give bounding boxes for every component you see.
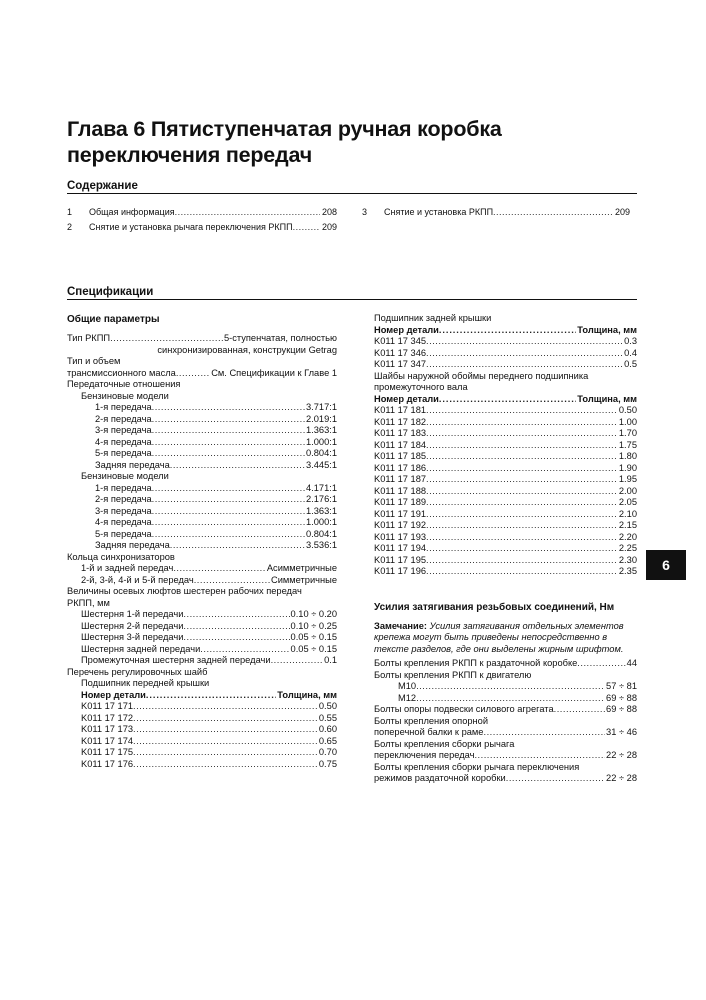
part-number: K011 17 192: [374, 520, 427, 530]
ratio-label: 5-я передача: [95, 528, 152, 539]
contents-rule: [67, 193, 637, 194]
rear-cover-heading: Подшипник задней крышки: [374, 313, 492, 323]
leader: [110, 333, 223, 345]
thickness-value: 2.25: [618, 543, 637, 553]
toc-item[interactable]: [362, 205, 630, 220]
leader: [183, 621, 289, 633]
petrol-heading: Бензиновые модели: [81, 471, 169, 481]
thickness-header: Толщина, мм: [277, 689, 337, 700]
torque-label: Болты крепления сборки рычага переключения: [374, 761, 580, 772]
ratio-value: 2.176:1: [305, 494, 337, 504]
torque-value: 31 ÷ 46: [606, 727, 637, 737]
thickness-value: 2.20: [618, 531, 637, 542]
thickness-value: 0.75: [318, 758, 337, 769]
toc-leader: [493, 205, 613, 220]
table-row: [374, 509, 637, 521]
ratio-value: 1.000:1: [305, 436, 337, 447]
ratio-value: 0.804:1: [305, 448, 337, 458]
note-label: Замечание:: [374, 620, 427, 631]
ratio-value: 3.445:1: [305, 459, 337, 470]
sync-value: Асимметричные: [266, 563, 337, 573]
table-row: [374, 405, 637, 417]
specs-right-column: [374, 313, 637, 785]
spec-value: 5-ступенчатая, полностью: [223, 333, 337, 343]
thickness-value: 1.95: [618, 474, 637, 484]
ratio-row: [67, 517, 337, 529]
ratio-label: 4-я передача: [95, 436, 152, 447]
ratio-label: 3-я передача: [95, 505, 152, 516]
sync-label: 1-й и задней передач: [81, 563, 174, 573]
toc-label: Общая информация: [89, 207, 175, 217]
part-number: K011 17 174: [81, 735, 134, 746]
toc-column-left: [67, 205, 337, 235]
play-value: 0.05 ÷ 0.15: [290, 643, 337, 654]
ratio-value: 1.363:1: [305, 505, 337, 516]
leader: [426, 451, 618, 463]
part-number: K011 17 345: [374, 336, 427, 346]
ratio-label: Задняя передача: [95, 540, 170, 550]
torque-value: 57 ÷ 81: [606, 681, 637, 691]
thickness-value: 0.65: [318, 735, 337, 746]
table-header: [374, 394, 637, 406]
spec-label: Тип РКПП: [67, 333, 111, 343]
leader: [426, 405, 618, 417]
table-row: [374, 543, 637, 555]
general-heading: Общие параметры: [67, 314, 160, 325]
leader: [170, 460, 305, 472]
toc-page: 209: [614, 207, 630, 217]
table-row: [374, 520, 637, 532]
ratio-value: 2.019:1: [305, 413, 337, 424]
note-text: Усилия затягивания отдельных элементов крепежа могут быть приведены непосредственно в тексте разделов, где они выделены жирным шрифтом.: [374, 620, 624, 654]
leader: [426, 543, 618, 555]
front-cover-heading: Подшипник передней крышки: [81, 678, 210, 688]
leader: [474, 750, 605, 762]
part-no-header: Номер детали: [81, 689, 146, 700]
thickness-value: 2.30: [618, 554, 637, 565]
torque-value: 22 ÷ 28: [606, 750, 637, 760]
leader: [133, 701, 318, 713]
thickness-value: 1.80: [618, 451, 637, 461]
play-label: Шестерня 2-й передачи: [81, 620, 184, 631]
leader: [426, 486, 618, 498]
torque-value: 22 ÷ 28: [606, 773, 637, 783]
leader: [426, 497, 618, 509]
leader: [426, 520, 618, 532]
table-row: [374, 417, 637, 429]
table-row: [374, 336, 637, 348]
leader: [194, 575, 270, 587]
play-label: Шестерня 1-й передачи: [81, 609, 184, 619]
ratio-value: 3.717:1: [305, 402, 337, 412]
ratio-label: 5-я передача: [95, 448, 152, 458]
thickness-value: 1.75: [618, 439, 637, 450]
ratio-label: Задняя передача: [95, 459, 170, 470]
part-number: K011 17 186: [374, 462, 427, 473]
thickness-value: 0.3: [624, 336, 637, 346]
play-heading-cont: РКПП, мм: [67, 597, 110, 608]
thickness-value: 2.05: [618, 497, 637, 507]
interm-heading: Шайбы наружной обоймы переднего подшипника: [374, 370, 589, 381]
spec-value: См. Спецификации к Главе 1: [211, 367, 337, 378]
torque-label: M10: [398, 681, 417, 691]
play-value: 0.05 ÷ 0.15: [290, 632, 337, 642]
leader: [170, 540, 305, 552]
leader: [133, 759, 318, 771]
leader: [183, 632, 289, 644]
play-row: [67, 644, 337, 656]
leader: [133, 747, 318, 759]
play-label: Шестерня задней передачи: [81, 643, 201, 654]
torque-row: [374, 704, 637, 716]
table-row: [374, 428, 637, 440]
ratio-value: 0.804:1: [305, 528, 337, 539]
table-row: [374, 566, 637, 578]
ratio-row: [67, 414, 337, 426]
ratio-row: [67, 494, 337, 506]
leader: [426, 566, 618, 578]
table-row: [67, 724, 337, 736]
ratio-row: [67, 425, 337, 437]
table-row: [67, 759, 337, 771]
sync-row: [67, 563, 337, 575]
part-number: K011 17 196: [374, 566, 427, 576]
toc-column-right: [362, 205, 630, 220]
torque-row: [374, 773, 637, 785]
leader: [146, 690, 276, 702]
leader: [426, 555, 618, 567]
leader: [554, 704, 605, 716]
torque-row: [374, 750, 637, 762]
thickness-header: Толщина, мм: [577, 324, 637, 335]
table-row: [374, 440, 637, 452]
torque-note: [374, 621, 637, 656]
part-number: K011 17 187: [374, 474, 427, 484]
spec-label: трансмиссионного масла: [67, 367, 176, 378]
ratio-row: [67, 540, 337, 552]
thickness-header: Толщина, мм: [577, 393, 637, 404]
torque-label: поперечной балки к раме: [374, 727, 484, 737]
leader: [426, 336, 623, 348]
torque-value: 44: [626, 658, 637, 668]
chapter-tab: 6: [646, 550, 686, 580]
torque-row: [374, 681, 637, 693]
torque-label: переключения передач: [374, 750, 475, 760]
ratio-label: 4-я передача: [95, 517, 152, 527]
torque-label: Болты крепления РКПП к двигателю: [374, 669, 532, 680]
table-row: [374, 486, 637, 498]
sync-label: 2-й, 3-й, 4-й и 5-й передач: [81, 574, 194, 585]
leader: [152, 402, 305, 414]
toc-leader: [293, 220, 320, 235]
leader: [152, 425, 305, 437]
torque-heading: Усилия затягивания резьбовых соединений, Нм: [374, 601, 615, 613]
table-row: [67, 713, 337, 725]
table-row: [374, 555, 637, 567]
play-heading: Величины осевых люфтов шестерен рабочих передач: [67, 586, 302, 596]
part-number: K011 17 193: [374, 531, 427, 542]
torque-label: M12: [398, 692, 417, 703]
torque-value: 69 ÷ 88: [606, 692, 637, 703]
ratio-value: 1.000:1: [305, 517, 337, 527]
table-header: [67, 690, 337, 702]
leader: [152, 494, 305, 506]
part-number: K011 17 183: [374, 428, 427, 438]
thickness-value: 2.15: [618, 520, 637, 530]
ratio-row: [67, 529, 337, 541]
specs-left-column: [67, 313, 337, 770]
play-label: Промежуточная шестерня задней передачи: [81, 655, 271, 665]
table-row: [374, 532, 637, 544]
thickness-value: 2.00: [618, 485, 637, 496]
ratio-row: [67, 437, 337, 449]
torque-label: Болты опоры подвески силового агрегата: [374, 704, 554, 714]
leader: [152, 437, 305, 449]
ratio-label: 1-я передача: [95, 482, 152, 493]
leader: [426, 463, 618, 475]
ratio-row: [67, 460, 337, 472]
play-value: 0.10 ÷ 0.25: [290, 620, 337, 631]
torque-label: Болты крепления сборки рычага: [374, 738, 515, 749]
contents-heading: Содержание: [67, 180, 138, 192]
leader: [416, 693, 605, 705]
ratio-label: 1-я передача: [95, 402, 152, 412]
toc-leader: [175, 205, 320, 220]
torque-label: Болты крепления опорной: [374, 715, 489, 726]
thickness-value: 0.5: [624, 359, 637, 369]
leader: [426, 440, 618, 452]
toc-num: 3: [362, 207, 368, 217]
play-row: [67, 655, 337, 667]
toc-label: Снятие и установка рычага переключения РКПП: [89, 222, 293, 232]
play-value: 0.1: [324, 655, 337, 665]
thickness-value: 1.90: [618, 462, 637, 473]
table-row: [67, 747, 337, 759]
part-no-header: Номер детали: [374, 393, 439, 404]
spec-row: [67, 333, 337, 345]
ratio-row: [67, 483, 337, 495]
torque-row: [374, 658, 637, 670]
leader: [439, 325, 576, 337]
leader: [133, 736, 318, 748]
leader: [173, 563, 266, 575]
leader: [577, 658, 625, 670]
table-row: [374, 463, 637, 475]
part-number: K011 17 195: [374, 554, 427, 565]
thickness-value: 0.50: [318, 701, 337, 711]
play-label: Шестерня 3-й передачи: [81, 632, 184, 642]
sync-value: Симметричные: [270, 574, 337, 585]
petrol-heading: Бензиновые модели: [81, 390, 169, 401]
leader: [271, 655, 323, 667]
page-title: Глава 6 Пятиступенчатая ручная коробка переключения передач: [67, 117, 502, 167]
play-row: [67, 621, 337, 633]
part-number: K011 17 182: [374, 416, 427, 427]
part-number: K011 17 184: [374, 439, 427, 450]
sync-heading: Кольца синхронизаторов: [67, 551, 175, 562]
torque-row: [374, 693, 637, 705]
ratio-label: 3-я передача: [95, 425, 152, 435]
specs-rule: [67, 299, 637, 300]
leader: [439, 394, 576, 406]
table-header: [374, 325, 637, 337]
ratio-value: 4.171:1: [305, 482, 337, 493]
torque-value: 69 ÷ 88: [606, 704, 637, 714]
thickness-value: 1.70: [618, 428, 637, 438]
spacer: [374, 578, 637, 601]
part-no-header: Номер детали: [374, 324, 439, 335]
interm-heading-cont: промежуточного вала: [374, 382, 468, 392]
leader: [152, 506, 305, 518]
part-number: K011 17 188: [374, 485, 427, 496]
leader: [152, 483, 305, 495]
leader: [152, 517, 305, 529]
table-row: [374, 474, 637, 486]
sync-row: [67, 575, 337, 587]
torque-row: [374, 727, 637, 739]
toc-num: 1: [67, 207, 73, 217]
leader: [426, 428, 618, 440]
ratio-row: [67, 506, 337, 518]
part-number: K011 17 191: [374, 508, 427, 519]
toc-page: 208: [321, 207, 337, 217]
leader: [416, 681, 605, 693]
torque-label: Болты крепления РКПП к раздаточной коробке: [374, 658, 578, 668]
leader: [426, 359, 623, 371]
part-number: K011 17 346: [374, 347, 427, 358]
toc-item[interactable]: [67, 220, 337, 235]
part-number: K011 17 172: [81, 712, 134, 723]
table-row: [67, 736, 337, 748]
spec-row: [67, 368, 337, 380]
table-row: [374, 359, 637, 371]
thickness-value: 0.60: [318, 724, 337, 734]
torque-label: режимов раздаточной коробки: [374, 773, 506, 783]
leader: [426, 474, 618, 486]
thickness-value: 0.50: [618, 405, 637, 415]
thickness-value: 1.00: [618, 416, 637, 427]
part-number: K011 17 185: [374, 451, 427, 461]
leader: [133, 713, 318, 725]
leader: [426, 417, 618, 429]
thickness-value: 0.55: [318, 712, 337, 723]
play-row: [67, 609, 337, 621]
thickness-value: 0.4: [624, 347, 637, 358]
part-number: K011 17 194: [374, 543, 427, 553]
leader: [176, 368, 210, 380]
leader: [426, 532, 618, 544]
leader: [426, 348, 623, 360]
part-number: K011 17 173: [81, 724, 134, 734]
spec-value-cont: синхронизированная, конструкции Getrag: [157, 344, 337, 355]
part-number: K011 17 175: [81, 747, 134, 757]
toc-item[interactable]: [67, 205, 337, 220]
play-row: [67, 632, 337, 644]
ratio-value: 1.363:1: [305, 425, 337, 435]
leader: [183, 609, 289, 621]
part-number: K011 17 176: [81, 758, 134, 769]
leader: [152, 529, 305, 541]
table-row: [67, 701, 337, 713]
table-row: [374, 497, 637, 509]
spec-label: Тип и объем: [67, 356, 121, 366]
specs-heading: Спецификации: [67, 286, 154, 298]
ratio-value: 3.536:1: [305, 540, 337, 550]
toc-page: 209: [321, 222, 337, 232]
leader: [152, 414, 305, 426]
toc-label: Снятие и установка РКПП: [384, 207, 494, 217]
leader: [483, 727, 605, 739]
table-row: [374, 348, 637, 360]
part-number: K011 17 181: [374, 405, 427, 415]
thickness-value: 2.35: [618, 566, 637, 576]
leader: [426, 509, 618, 521]
ratio-row: [67, 402, 337, 414]
thickness-value: 2.10: [618, 508, 637, 519]
ratio-label: 2-я передача: [95, 494, 152, 504]
ratio-row: [67, 448, 337, 460]
ratio-label: 2-я передача: [95, 413, 152, 424]
part-number: K011 17 189: [374, 497, 427, 507]
part-number: K011 17 171: [81, 701, 134, 711]
leader: [152, 448, 305, 460]
leader: [506, 773, 605, 785]
part-number: K011 17 347: [374, 359, 427, 369]
shims-heading: Перечень регулировочных шайб: [67, 666, 208, 677]
thickness-value: 0.70: [318, 747, 337, 757]
play-value: 0.10 ÷ 0.20: [290, 609, 337, 619]
ratios-heading: Передаточные отношения: [67, 379, 181, 389]
leader: [133, 724, 318, 736]
table-row: [374, 451, 637, 463]
leader: [200, 644, 289, 656]
toc-num: 2: [67, 222, 73, 232]
